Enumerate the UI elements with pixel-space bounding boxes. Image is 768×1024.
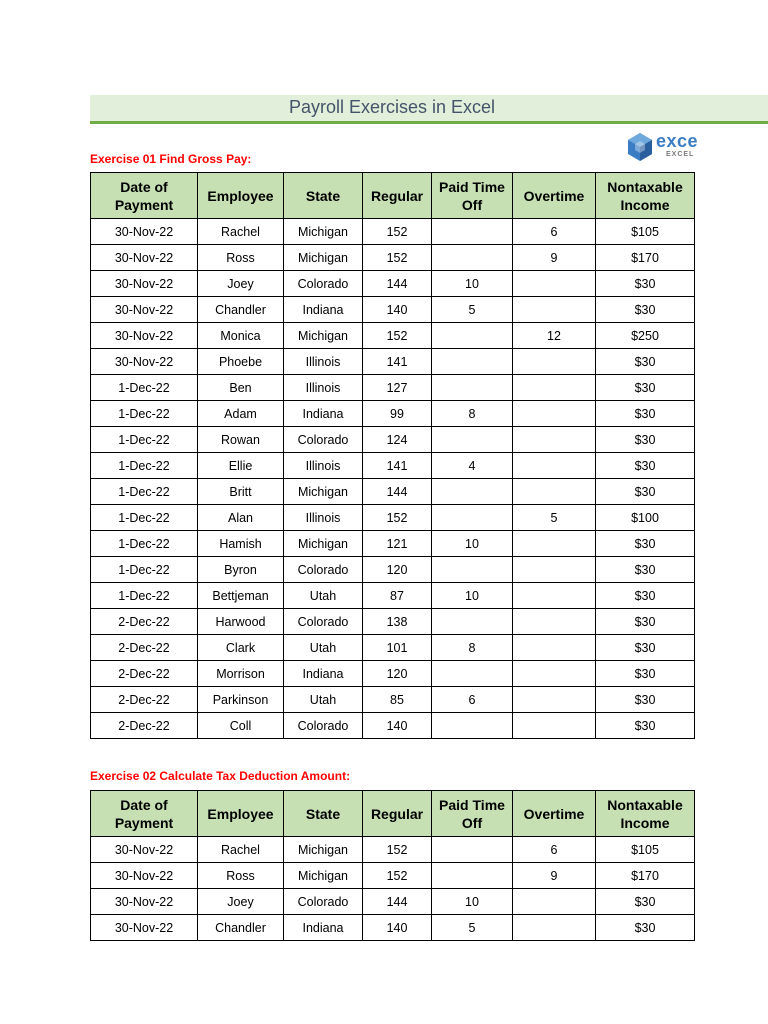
- cell-regular[interactable]: 141: [363, 349, 432, 375]
- cell-employee[interactable]: Rachel: [198, 219, 284, 245]
- cell-paid-time-off[interactable]: [432, 323, 513, 349]
- exercise-2-table-body: [91, 837, 695, 941]
- cell-state[interactable]: Michigan: [284, 479, 363, 505]
- cell-employee[interactable]: Chandler: [198, 915, 284, 941]
- table-row: [91, 609, 695, 635]
- table-row: [91, 531, 695, 557]
- table-row: [91, 583, 695, 609]
- cell-date[interactable]: 30-Nov-22: [91, 297, 198, 323]
- table-row: [91, 479, 695, 505]
- cell-overtime[interactable]: [513, 297, 596, 323]
- cell-nontaxable-income[interactable]: $100: [596, 505, 695, 531]
- cell-employee[interactable]: Byron: [198, 557, 284, 583]
- cell-overtime[interactable]: [513, 915, 596, 941]
- cell-state[interactable]: Indiana: [284, 915, 363, 941]
- logo-cube-icon: [626, 132, 654, 162]
- cell-employee[interactable]: Monica: [198, 323, 284, 349]
- cell-nontaxable-income[interactable]: $30: [596, 635, 695, 661]
- cell-overtime[interactable]: [513, 583, 596, 609]
- cell-overtime[interactable]: 6: [513, 837, 596, 863]
- cell-state[interactable]: Illinois: [284, 505, 363, 531]
- cell-nontaxable-income[interactable]: $30: [596, 915, 695, 941]
- cell-state[interactable]: Colorado: [284, 713, 363, 739]
- cell-regular[interactable]: 152: [363, 837, 432, 863]
- table-row: [91, 453, 695, 479]
- cell-nontaxable-income[interactable]: $30: [596, 661, 695, 687]
- cell-date[interactable]: 1-Dec-22: [91, 453, 198, 479]
- cell-paid-time-off[interactable]: 5: [432, 915, 513, 941]
- table-row: [91, 713, 695, 739]
- table-row: [91, 889, 695, 915]
- cell-employee[interactable]: Rachel: [198, 837, 284, 863]
- cell-paid-time-off[interactable]: [432, 863, 513, 889]
- table-row: [91, 635, 695, 661]
- cell-nontaxable-income[interactable]: $30: [596, 583, 695, 609]
- cell-date[interactable]: 1-Dec-22: [91, 375, 198, 401]
- cell-regular[interactable]: 144: [363, 271, 432, 297]
- cell-paid-time-off[interactable]: [432, 479, 513, 505]
- cell-date[interactable]: 1-Dec-22: [91, 401, 198, 427]
- cell-nontaxable-income[interactable]: $30: [596, 271, 695, 297]
- column-header-paid-time-off: Paid Time Off: [432, 173, 513, 219]
- cell-overtime[interactable]: [513, 713, 596, 739]
- column-header-state: State: [284, 791, 363, 837]
- table-row: [91, 863, 695, 889]
- cell-nontaxable-income[interactable]: $105: [596, 219, 695, 245]
- exercise-1-table: [90, 172, 695, 739]
- cell-state[interactable]: Colorado: [284, 889, 363, 915]
- cell-paid-time-off[interactable]: [432, 713, 513, 739]
- cell-employee[interactable]: Hamish: [198, 531, 284, 557]
- column-header-overtime: Overtime: [513, 791, 596, 837]
- cell-employee[interactable]: Adam: [198, 401, 284, 427]
- cell-regular[interactable]: 140: [363, 713, 432, 739]
- table-row: [91, 505, 695, 531]
- cell-date[interactable]: 2-Dec-22: [91, 713, 198, 739]
- exercise-1-label: Exercise 01 Find Gross Pay:: [90, 152, 252, 166]
- cell-regular[interactable]: 152: [363, 505, 432, 531]
- cell-nontaxable-income[interactable]: $30: [596, 427, 695, 453]
- cell-nontaxable-income[interactable]: $30: [596, 453, 695, 479]
- cell-state[interactable]: Utah: [284, 635, 363, 661]
- cell-paid-time-off[interactable]: 5: [432, 297, 513, 323]
- column-header-overtime: Overtime: [513, 173, 596, 219]
- cell-date[interactable]: 30-Nov-22: [91, 349, 198, 375]
- cell-employee[interactable]: Coll: [198, 713, 284, 739]
- cell-nontaxable-income[interactable]: $30: [596, 375, 695, 401]
- exercise-1-table-body: [91, 219, 695, 739]
- cell-employee[interactable]: Phoebe: [198, 349, 284, 375]
- exercise-2-label: Exercise 02 Calculate Tax Deduction Amount:: [90, 769, 351, 783]
- cell-employee[interactable]: Alan: [198, 505, 284, 531]
- table-row: [91, 219, 695, 245]
- cell-state[interactable]: Utah: [284, 687, 363, 713]
- cell-state[interactable]: Illinois: [284, 375, 363, 401]
- cell-paid-time-off[interactable]: 4: [432, 453, 513, 479]
- cell-nontaxable-income[interactable]: $30: [596, 687, 695, 713]
- cell-regular[interactable]: 87: [363, 583, 432, 609]
- cell-state[interactable]: Indiana: [284, 297, 363, 323]
- cell-nontaxable-income[interactable]: $30: [596, 889, 695, 915]
- cell-paid-time-off[interactable]: [432, 349, 513, 375]
- cell-employee[interactable]: Ross: [198, 245, 284, 271]
- cell-overtime[interactable]: [513, 661, 596, 687]
- cell-nontaxable-income[interactable]: $30: [596, 401, 695, 427]
- cell-state[interactable]: Indiana: [284, 401, 363, 427]
- table-row: [91, 349, 695, 375]
- cell-employee[interactable]: Clark: [198, 635, 284, 661]
- cell-employee[interactable]: Bettjeman: [198, 583, 284, 609]
- cell-nontaxable-income[interactable]: $30: [596, 531, 695, 557]
- column-header-employee: Employee: [198, 791, 284, 837]
- cell-date[interactable]: 30-Nov-22: [91, 271, 198, 297]
- cell-nontaxable-income[interactable]: $105: [596, 837, 695, 863]
- cell-employee[interactable]: Ross: [198, 863, 284, 889]
- table-row: [91, 297, 695, 323]
- cell-state[interactable]: Michigan: [284, 837, 363, 863]
- cell-regular[interactable]: 138: [363, 609, 432, 635]
- cell-paid-time-off[interactable]: [432, 219, 513, 245]
- cell-date[interactable]: 1-Dec-22: [91, 427, 198, 453]
- table-row: [91, 401, 695, 427]
- cell-paid-time-off[interactable]: 10: [432, 889, 513, 915]
- cell-date[interactable]: 30-Nov-22: [91, 219, 198, 245]
- cell-date[interactable]: 30-Nov-22: [91, 863, 198, 889]
- cell-overtime[interactable]: 9: [513, 863, 596, 889]
- column-header-nontaxable-income: Nontaxable Income: [596, 173, 695, 219]
- cell-overtime[interactable]: 5: [513, 505, 596, 531]
- cell-paid-time-off[interactable]: [432, 661, 513, 687]
- table-row: [91, 427, 695, 453]
- cell-employee[interactable]: Parkinson: [198, 687, 284, 713]
- table-header-row: [91, 173, 695, 219]
- cell-date[interactable]: 1-Dec-22: [91, 505, 198, 531]
- cell-overtime[interactable]: [513, 889, 596, 915]
- cell-state[interactable]: Colorado: [284, 609, 363, 635]
- cell-paid-time-off[interactable]: 6: [432, 687, 513, 713]
- cell-regular[interactable]: 124: [363, 427, 432, 453]
- cell-overtime[interactable]: [513, 349, 596, 375]
- cell-paid-time-off[interactable]: [432, 837, 513, 863]
- column-header-regular: Regular: [363, 791, 432, 837]
- title-bar: [90, 95, 768, 124]
- cell-regular[interactable]: 144: [363, 479, 432, 505]
- cell-employee[interactable]: Joey: [198, 889, 284, 915]
- column-header-regular: Regular: [363, 173, 432, 219]
- cell-regular[interactable]: 140: [363, 915, 432, 941]
- cell-nontaxable-income[interactable]: $170: [596, 863, 695, 889]
- cell-regular[interactable]: 101: [363, 635, 432, 661]
- cell-paid-time-off[interactable]: 8: [432, 401, 513, 427]
- cell-overtime[interactable]: [513, 687, 596, 713]
- cell-regular[interactable]: 152: [363, 323, 432, 349]
- table-row: [91, 375, 695, 401]
- cell-nontaxable-income[interactable]: $30: [596, 479, 695, 505]
- cell-employee[interactable]: Morrison: [198, 661, 284, 687]
- cell-date[interactable]: 2-Dec-22: [91, 635, 198, 661]
- cell-state[interactable]: Michigan: [284, 245, 363, 271]
- cell-date[interactable]: 30-Nov-22: [91, 323, 198, 349]
- cell-date[interactable]: 30-Nov-22: [91, 915, 198, 941]
- cell-date[interactable]: 1-Dec-22: [91, 531, 198, 557]
- cell-paid-time-off[interactable]: 10: [432, 271, 513, 297]
- cell-state[interactable]: Colorado: [284, 557, 363, 583]
- logo-subtext: EXCEL: [666, 151, 695, 158]
- cell-overtime[interactable]: [513, 427, 596, 453]
- cell-date[interactable]: 30-Nov-22: [91, 889, 198, 915]
- cell-paid-time-off[interactable]: 10: [432, 583, 513, 609]
- cell-nontaxable-income[interactable]: $30: [596, 349, 695, 375]
- cell-date[interactable]: 1-Dec-22: [91, 583, 198, 609]
- cell-state[interactable]: Colorado: [284, 271, 363, 297]
- cell-overtime[interactable]: [513, 401, 596, 427]
- cell-regular[interactable]: 141: [363, 453, 432, 479]
- cell-nontaxable-income[interactable]: $170: [596, 245, 695, 271]
- cell-paid-time-off[interactable]: [432, 557, 513, 583]
- column-header-date: Date of Payment: [91, 791, 198, 837]
- column-header-state: State: [284, 173, 363, 219]
- cell-employee[interactable]: Ellie: [198, 453, 284, 479]
- cell-overtime[interactable]: [513, 609, 596, 635]
- table-row: [91, 687, 695, 713]
- cell-date[interactable]: 2-Dec-22: [91, 661, 198, 687]
- cell-paid-time-off[interactable]: [432, 245, 513, 271]
- cell-regular[interactable]: 152: [363, 219, 432, 245]
- cell-state[interactable]: Colorado: [284, 427, 363, 453]
- cell-overtime[interactable]: [513, 375, 596, 401]
- cell-state[interactable]: Illinois: [284, 349, 363, 375]
- cell-state[interactable]: Indiana: [284, 661, 363, 687]
- cell-nontaxable-income[interactable]: $30: [596, 557, 695, 583]
- cell-paid-time-off[interactable]: 8: [432, 635, 513, 661]
- cell-overtime[interactable]: 6: [513, 219, 596, 245]
- cell-date[interactable]: 1-Dec-22: [91, 557, 198, 583]
- cell-overtime[interactable]: [513, 271, 596, 297]
- table-row: [91, 245, 695, 271]
- cell-employee[interactable]: Rowan: [198, 427, 284, 453]
- page-title: Payroll Exercises in Excel: [288, 97, 496, 117]
- cell-employee[interactable]: Harwood: [198, 609, 284, 635]
- cell-overtime[interactable]: [513, 453, 596, 479]
- cell-employee[interactable]: Britt: [198, 479, 284, 505]
- cell-regular[interactable]: 99: [363, 401, 432, 427]
- cell-regular[interactable]: 152: [363, 245, 432, 271]
- cell-regular[interactable]: 140: [363, 297, 432, 323]
- cell-regular[interactable]: 152: [363, 863, 432, 889]
- cell-overtime[interactable]: [513, 479, 596, 505]
- cell-regular[interactable]: 144: [363, 889, 432, 915]
- cell-overtime[interactable]: [513, 635, 596, 661]
- cell-state[interactable]: Michigan: [284, 323, 363, 349]
- table-row: [91, 557, 695, 583]
- cell-nontaxable-income[interactable]: $30: [596, 609, 695, 635]
- column-header-date: Date of Payment: [91, 173, 198, 219]
- cell-employee[interactable]: Ben: [198, 375, 284, 401]
- cell-paid-time-off[interactable]: [432, 375, 513, 401]
- cell-overtime[interactable]: [513, 557, 596, 583]
- cell-regular[interactable]: 121: [363, 531, 432, 557]
- table-header-row: [91, 791, 695, 837]
- cell-overtime[interactable]: 12: [513, 323, 596, 349]
- table-row: [91, 837, 695, 863]
- column-header-employee: Employee: [198, 173, 284, 219]
- cell-regular[interactable]: 120: [363, 661, 432, 687]
- cell-nontaxable-income[interactable]: $30: [596, 713, 695, 739]
- column-header-nontaxable-income: Nontaxable Income: [596, 791, 695, 837]
- cell-nontaxable-income[interactable]: $30: [596, 297, 695, 323]
- cell-date[interactable]: 1-Dec-22: [91, 479, 198, 505]
- cell-nontaxable-income[interactable]: $250: [596, 323, 695, 349]
- cell-overtime[interactable]: 9: [513, 245, 596, 271]
- table-row: [91, 271, 695, 297]
- cell-regular[interactable]: 85: [363, 687, 432, 713]
- cell-regular[interactable]: 127: [363, 375, 432, 401]
- exceldemy-logo: [626, 131, 699, 161]
- cell-date[interactable]: 30-Nov-22: [91, 245, 198, 271]
- cell-state[interactable]: Michigan: [284, 863, 363, 889]
- cell-paid-time-off[interactable]: [432, 505, 513, 531]
- cell-regular[interactable]: 120: [363, 557, 432, 583]
- column-header-paid-time-off: Paid Time Off: [432, 791, 513, 837]
- cell-state[interactable]: Utah: [284, 583, 363, 609]
- cell-state[interactable]: Michigan: [284, 219, 363, 245]
- logo-wordmark: exce: [656, 131, 699, 151]
- cell-paid-time-off[interactable]: [432, 427, 513, 453]
- table-row: [91, 915, 695, 941]
- cell-date[interactable]: 2-Dec-22: [91, 609, 198, 635]
- cell-employee[interactable]: Joey: [198, 271, 284, 297]
- cell-overtime[interactable]: [513, 531, 596, 557]
- table-row: [91, 661, 695, 687]
- exercise-2-table: [90, 790, 695, 941]
- cell-state[interactable]: Michigan: [284, 531, 363, 557]
- cell-state[interactable]: Illinois: [284, 453, 363, 479]
- cell-paid-time-off[interactable]: 10: [432, 531, 513, 557]
- table-row: [91, 323, 695, 349]
- cell-date[interactable]: 2-Dec-22: [91, 687, 198, 713]
- cell-paid-time-off[interactable]: [432, 609, 513, 635]
- cell-employee[interactable]: Chandler: [198, 297, 284, 323]
- cell-date[interactable]: 30-Nov-22: [91, 837, 198, 863]
